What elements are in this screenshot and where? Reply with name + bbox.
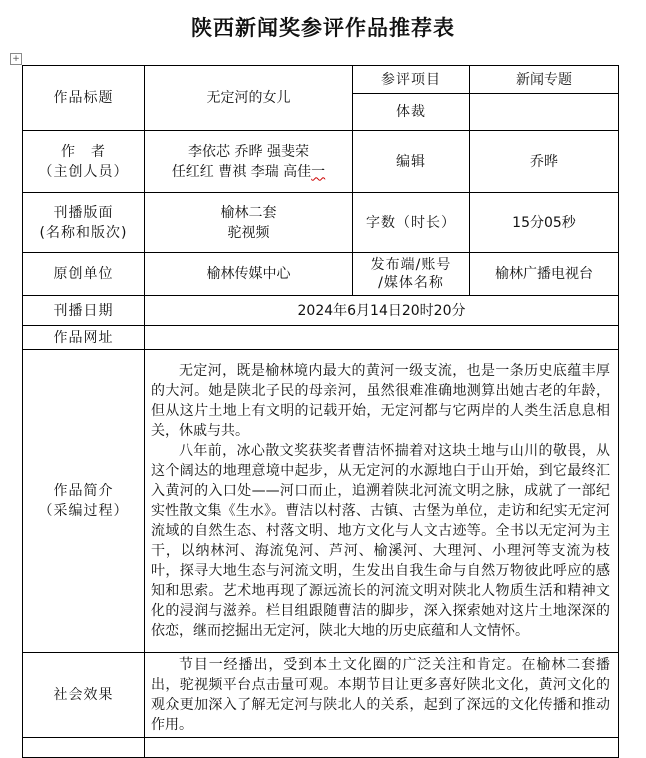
empty-cell: [145, 738, 619, 758]
effect-paragraph: 节目一经播出，受到本土文化圈的广泛关注和肯定。在榆林二套播出，驼视频平台点击量可观。本期节目让更多喜好陕北文化，黄河文化的观众更加深入了解无定河与陕北人的关系，起到了深远的文化传播和推动作用。: [151, 657, 610, 733]
empty-cell: [23, 738, 145, 758]
intro-paragraph-2: 八年前，冰心散文奖获奖者曹洁怀揣着对这块土地与山川的敬畏，从这个阔达的地理意境中起步，从无定河的水源地白于山开始，到它最终汇入黄河的入口处——河口而止，追溯着陕北河流文明之脉，成就了一部纪实性散文集《生水》。曹洁以村落、古镇、古堡为单位，走访和纪实无定河流域的自然生态、村落文明、地方文化与人文古迹等。全书以无定河为主干，以纳林河、海流兔河、芦河、榆溪河、大理河、小理河等支流为枝叶，探寻大地生态与河流文明，生发出自我生命与自然万物彼此呼应的感知和思索。艺术地再现了源远流长的河流文明对陕北人物质生活和精神文化的浸润与滋养。栏目组跟随曹洁的脚步，深入探索她对这片土地深深的依恋，继而挖掘出无定河，陕北大地的历史底蕴和人文情怀。: [151, 443, 610, 639]
label-word-count: 字数（时长）: [353, 193, 470, 253]
label-editor: 编辑: [353, 131, 470, 193]
intro-paragraph-1: 无定河，既是榆林境内最大的黄河一级支流，也是一条历史底蕴丰厚的大河。她是陕北子民的母亲河，虽然很难准确地测算出她古老的年龄，但从这片土地上有文明的记载开始，无定河都与它两岸的人类生活息息相关，休戚与共。: [151, 363, 610, 439]
label-category: 参评项目: [353, 66, 470, 94]
value-publisher[interactable]: 榆林广播电视台: [470, 253, 619, 296]
label-author: 作 者 （主创人员）: [23, 131, 145, 193]
label-effect: 社会效果: [23, 653, 145, 738]
value-authors[interactable]: 李依芯 乔晔 强斐荣 任红红 曹祺 李瑞 高佳一: [145, 131, 353, 193]
label-edition: 刊播版面 (名称和版次): [23, 193, 145, 253]
value-url[interactable]: [145, 326, 619, 350]
value-duration[interactable]: 15分05秒: [470, 193, 619, 253]
label-work-title: 作品标题: [23, 66, 145, 131]
value-intro[interactable]: [145, 350, 619, 653]
value-publish-date[interactable]: 2024年6月14日20时20分: [145, 296, 619, 326]
value-genre[interactable]: [470, 94, 619, 131]
spellcheck-underline: 一: [311, 163, 326, 180]
form-title: 陕西新闻奖参评作品推荐表: [191, 16, 455, 40]
value-category[interactable]: 新闻专题: [470, 66, 619, 94]
value-effect[interactable]: [145, 653, 619, 738]
label-genre: 体裁: [353, 94, 470, 131]
label-intro: 作品简介 （采编过程）: [23, 350, 145, 653]
value-editor[interactable]: 乔晔: [470, 131, 619, 193]
recommendation-form-table: [22, 65, 619, 758]
label-url: 作品网址: [23, 326, 145, 350]
value-origin-unit[interactable]: 榆林传媒中心: [145, 253, 353, 296]
value-edition[interactable]: 榆林二套 驼视频: [145, 193, 353, 253]
value-work-title[interactable]: 无定河的女儿: [145, 66, 353, 131]
label-origin-unit: 原创单位: [23, 253, 145, 296]
label-publish-date: 刊播日期: [23, 296, 145, 326]
table-move-handle-icon[interactable]: +: [10, 53, 22, 65]
label-publisher: 发布端/账号 /媒体名称: [353, 253, 470, 296]
